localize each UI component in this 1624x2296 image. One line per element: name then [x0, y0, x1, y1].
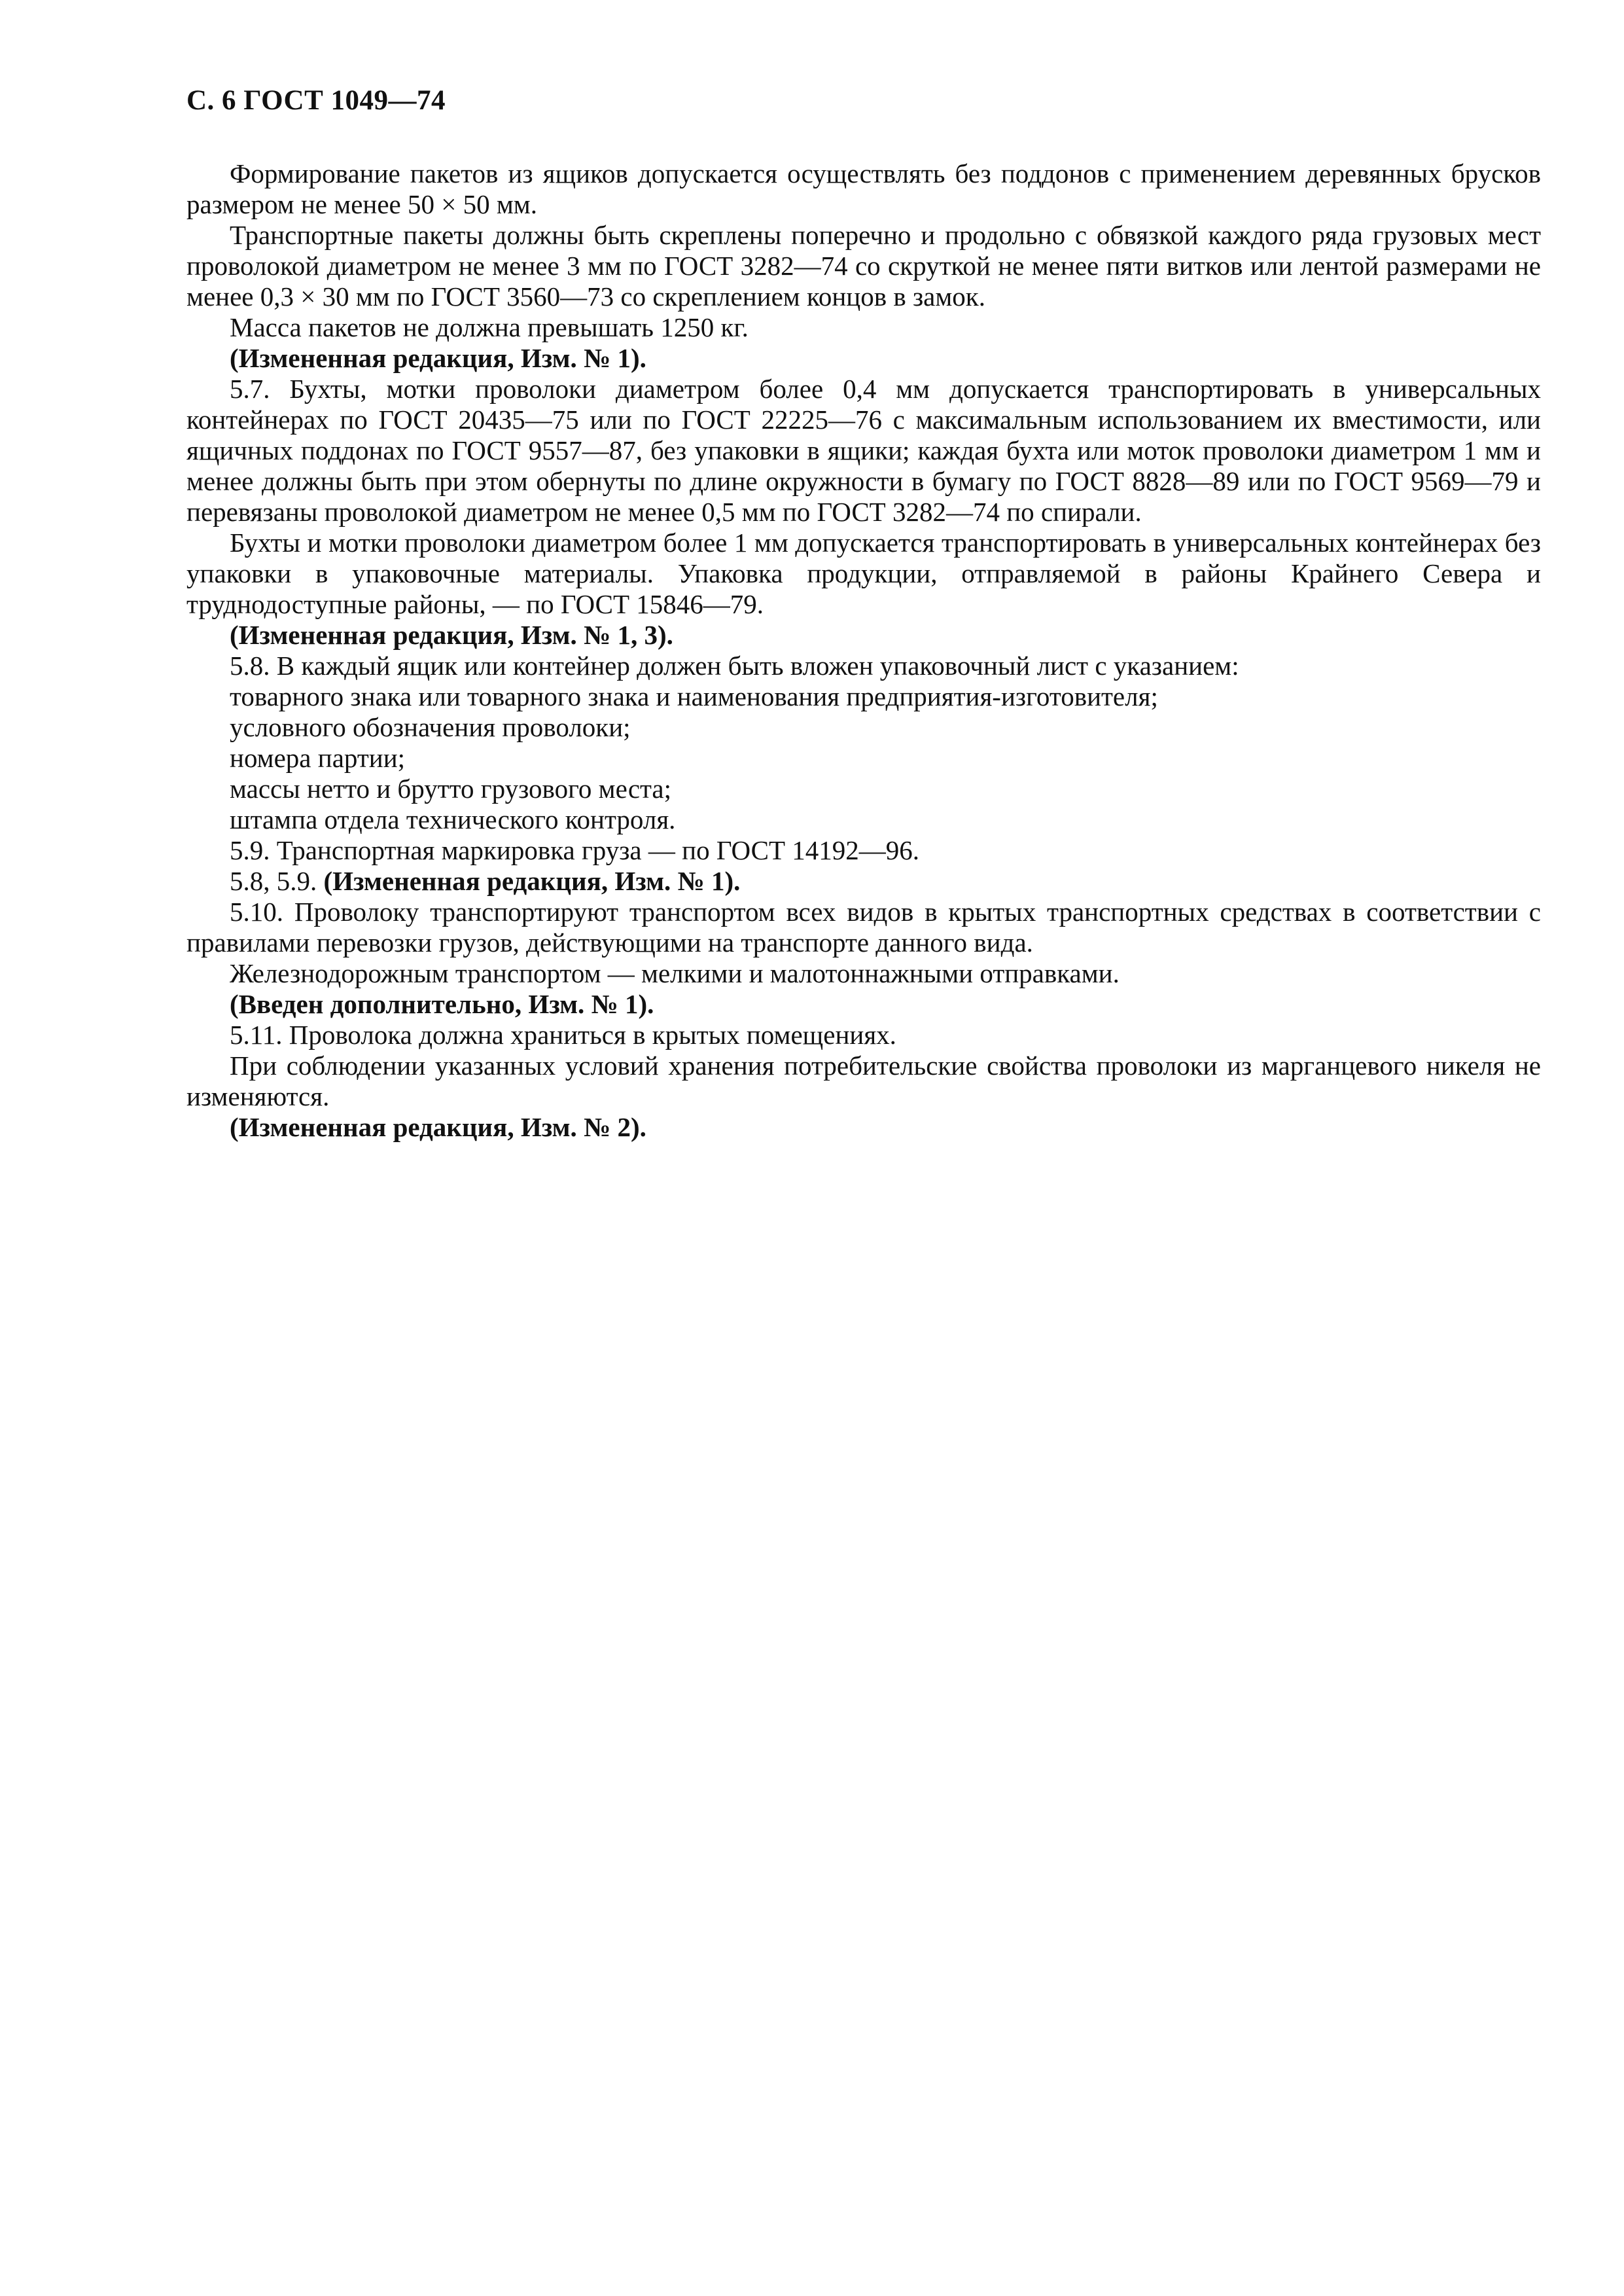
amendment-note-5: (Измененная редакция, Изм. № 2).	[230, 1112, 646, 1142]
paragraph-package-mass: Масса пакетов не должна превышать 1250 кг.	[230, 312, 749, 342]
list-item-designation: условного обозначения проволоки;	[230, 712, 631, 742]
page-header: С. 6 ГОСТ 1049—74	[186, 85, 446, 116]
paragraph-storage-conditions: При соблюдении указанных условий хранения потребительские свойства проволоки из марганцевого никеля не изменяются.	[186, 1050, 1541, 1111]
paragraph-packages-without-pallets: Формирование пакетов из ящиков допускается осуществлять без поддонов с применением деревянных брусков размером не менее 50 × 50 мм.	[186, 158, 1541, 219]
list-item-mass: массы нетто и брутто грузового места;	[230, 774, 672, 804]
amendment-note-4: (Введен дополнительно, Изм. № 1).	[230, 989, 654, 1019]
amendment-note-3-bold: (Измененная редакция, Изм. № 1).	[323, 866, 741, 896]
amendment-note-3-prefix: 5.8, 5.9.	[230, 866, 324, 896]
list-item-trademark: товарного знака или товарного знака и наименования предприятия-изготовителя;	[230, 681, 1158, 711]
paragraph-5-10: 5.10. Проволоку транспортируют транспортом всех видов в крытых транспортных средствах в соответствии с правилами перевозки грузов, действующими на транспорте данного вида.	[186, 897, 1541, 958]
amendment-note-1: (Измененная редакция, Изм. № 1).	[230, 343, 646, 373]
paragraph-transport-packages: Транспортные пакеты должны быть скреплены поперечно и продольно с обвязкой каждого ряда грузовых мест проволокой диаметром не менее 3 мм по ГОСТ 3282—74 со скруткой не менее пяти витков или лентой размерами не менее 0,3 × 30 мм по ГОСТ 3560—73 со скреплением концов в замок.	[186, 220, 1541, 312]
paragraph-5-8: 5.8. В каждый ящик или контейнер должен быть вложен упаковочный лист с указанием:	[230, 651, 1239, 681]
paragraph-railway: Железнодорожным транспортом — мелкими и малотоннажными отправками.	[230, 958, 1120, 988]
amendment-note-3	[186, 866, 1541, 897]
document-body	[186, 158, 1541, 1143]
document-page	[186, 84, 1541, 1143]
list-item-batch-number: номера партии;	[230, 743, 406, 773]
paragraph-5-7: 5.7. Бухты, мотки проволоки диаметром более 0,4 мм допускается транспортировать в универсальных контейнерах по ГОСТ 20435—75 или по ГОСТ 22225—76 с максимальным использованием их вместимости, или ящичных поддонах по ГОСТ 9557—87, без упаковки в ящики; каждая бухта или моток проволоки диаметром 1 мм и менее должны быть при этом обернуты по длине окружности в бумагу по ГОСТ 8828—89 или по ГОСТ 9569—79 и перевязаны проволокой диаметром не менее 0,5 мм по ГОСТ 3282—74 по спирали.	[186, 374, 1541, 527]
paragraph-5-9: 5.9. Транспортная маркировка груза — по ГОСТ 14192—96.	[230, 835, 920, 865]
paragraph-5-11: 5.11. Проволока должна храниться в крытых помещениях.	[230, 1020, 896, 1050]
paragraph-coils-over-1mm: Бухты и мотки проволоки диаметром более 1 мм допускается транспортировать в универсальных контейнерах без упаковки в упаковочные материалы. Упаковка продукции, отправляемой в районы Крайнего Севера и труднодоступные районы, — по ГОСТ 15846—79.	[186, 528, 1541, 619]
amendment-note-2: (Измененная редакция, Изм. № 1, 3).	[230, 620, 673, 650]
list-item-stamp: штампа отдела технического контроля.	[230, 804, 676, 834]
